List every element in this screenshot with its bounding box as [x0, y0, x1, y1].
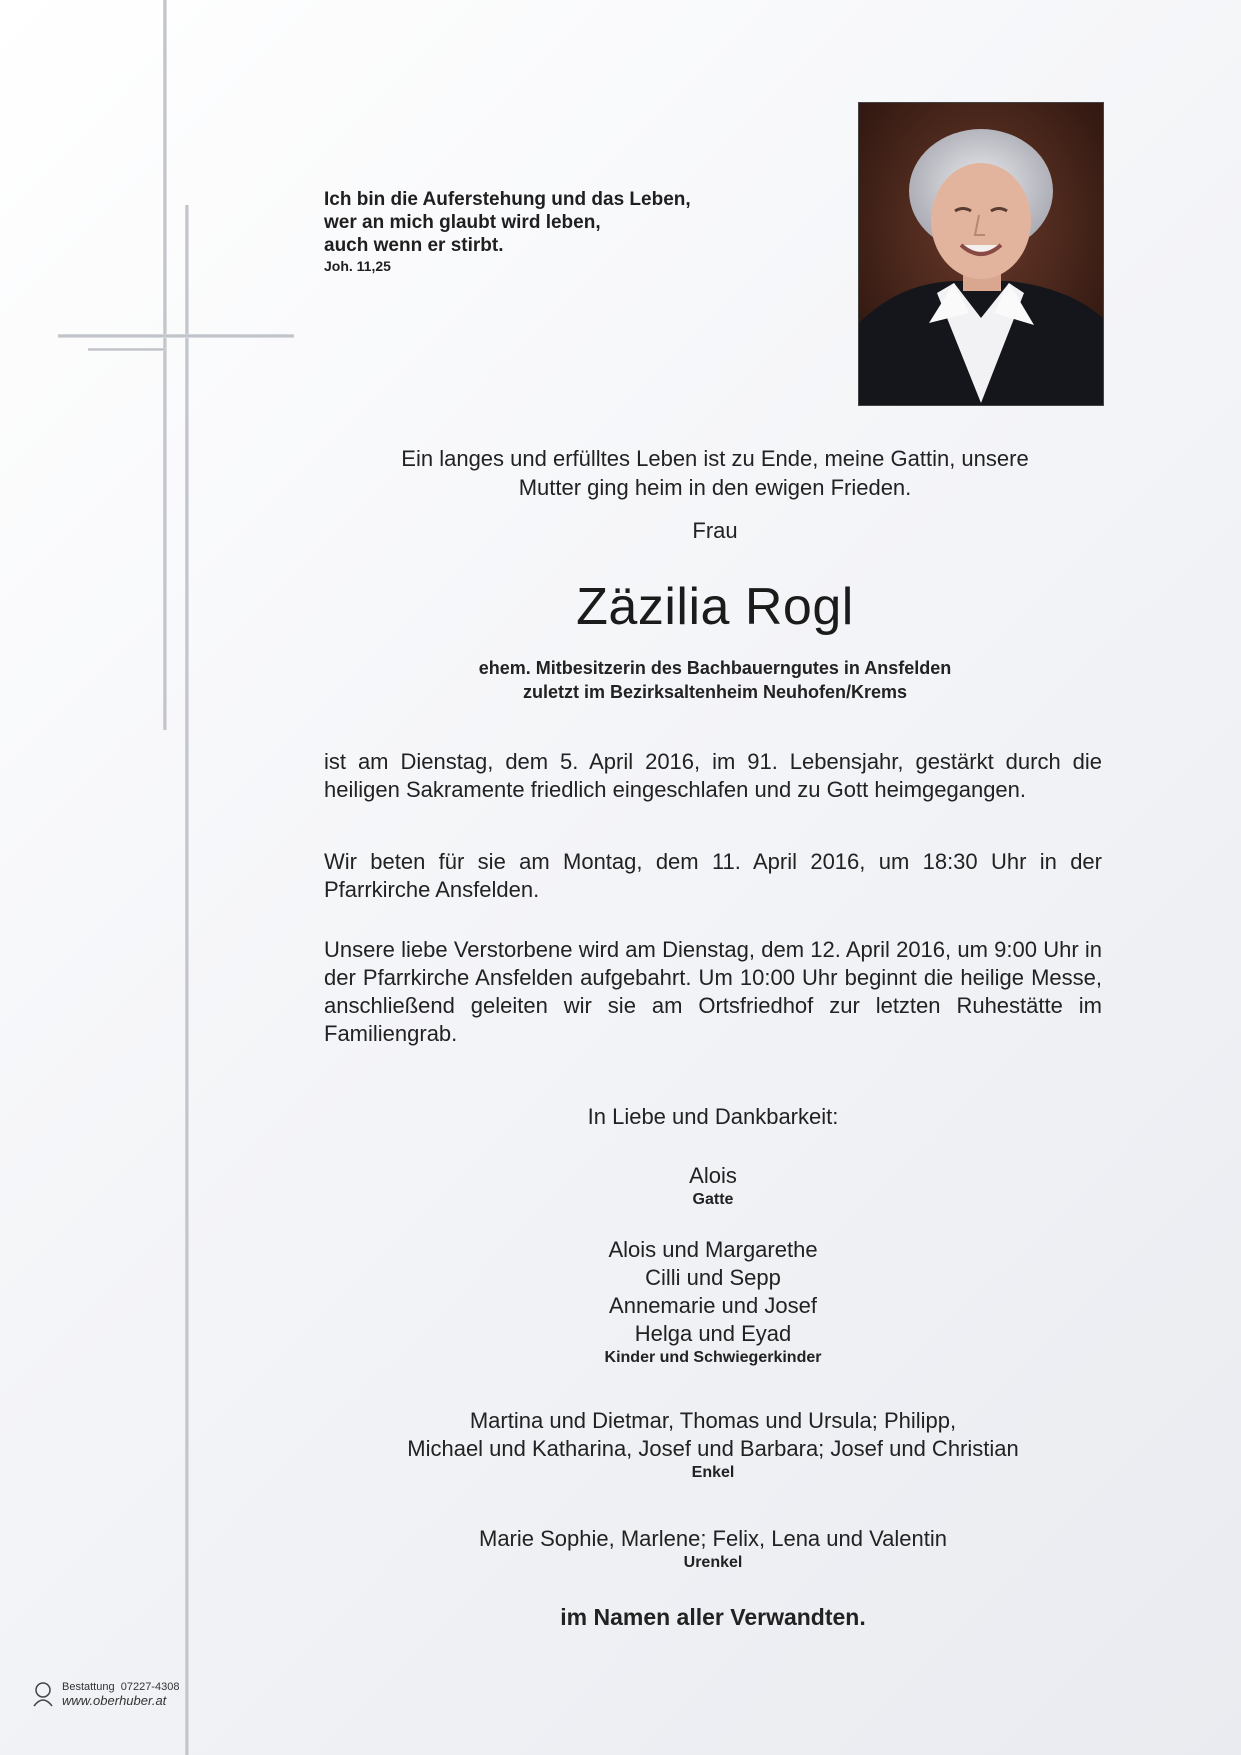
mourner-name: Martina und Dietmar, Thomas und Ursula; Philipp,: [469, 1408, 957, 1433]
mourner-role: Gatte: [692, 1191, 734, 1208]
footer-phone: 07227-4308: [120, 1680, 180, 1693]
quote-line: auch wenn er stirbt.: [324, 235, 504, 256]
portrait-photo: [858, 102, 1104, 406]
mourner-name: Annemarie und Josef: [609, 1293, 817, 1318]
mourner-name: Michael und Katharina, Josef und Barbara; Josef und Christian: [407, 1436, 1019, 1461]
bible-quote: [324, 188, 691, 275]
mourner-role: Urenkel: [683, 1554, 743, 1571]
intro-line: Ein langes und erfülltes Leben ist zu Ende, meine Gattin, unsere: [401, 446, 1029, 471]
mourner-group-grandchildren: [324, 1407, 1102, 1483]
cross-vertical-right: [185, 205, 189, 1755]
funeral-announcement: Unsere liebe Verstorbene wird am Dienstag, dem 12. April 2016, um 9:00 Uhr in der Pfarrkirche Ansfelden aufgebahrt. Um 10:00 Uhr beginnt die heilige Messe, anschließend geleiten wir sie am Ortsfriedhof zur letzten Ruhestätte im Familiengrab.: [324, 937, 1102, 1046]
deceased-name: Zäzilia Rogl: [576, 578, 854, 636]
mourner-role: Enkel: [691, 1464, 735, 1481]
mourner-group-great-grandchildren: [324, 1525, 1102, 1573]
mourner-role: Kinder und Schwiegerkinder: [604, 1349, 822, 1366]
mourner-name: Alois und Margarethe: [608, 1237, 818, 1262]
deceased-subtitle: [310, 656, 1120, 704]
mourner-name: Alois: [689, 1163, 737, 1188]
quote-line: wer an mich glaubt wird leben,: [324, 212, 601, 233]
cross-horizontal-bottom: [88, 348, 166, 351]
subtitle-line: ehem. Mitbesitzerin des Bachbauerngutes in Ansfelden: [478, 658, 952, 678]
death-announcement: ist am Dienstag, dem 5. April 2016, im 91. Lebensjahr, gestärkt durch die heiligen Sakramente friedlich eingeschlafen und zu Gott heimgegangen.: [324, 749, 1102, 802]
mourner-name: Cilli und Sepp: [645, 1265, 781, 1290]
subtitle-line: zuletzt im Bezirksaltenheim Neuhofen/Krems: [522, 682, 908, 702]
cross-horizontal-top: [58, 334, 294, 338]
mourner-name: Marie Sophie, Marlene; Felix, Lena und Valentin: [479, 1526, 947, 1551]
mourners-heading: In Liebe und Dankbarkeit:: [587, 1104, 839, 1129]
intro-line: Mutter ging heim in den ewigen Frieden.: [518, 475, 912, 500]
portrait-image: [859, 103, 1103, 405]
mourner-name: Helga und Eyad: [634, 1321, 792, 1346]
salutation: Frau: [692, 518, 738, 543]
funeral-home-logo-icon: [30, 1680, 56, 1708]
footer-url: www.oberhuber.at: [62, 1692, 167, 1708]
cross-vertical-left: [163, 0, 167, 730]
funeral-home-footer: [30, 1680, 179, 1708]
intro-text: [310, 444, 1120, 502]
closing-line: im Namen aller Verwandten.: [560, 1604, 866, 1630]
footer-company: Bestattung: [62, 1680, 115, 1693]
prayer-announcement: Wir beten für sie am Montag, dem 11. April 2016, um 18:30 Uhr in der Pfarrkirche Ansfelden.: [324, 849, 1102, 902]
quote-reference: Joh. 11,25: [324, 258, 391, 274]
quote-line: Ich bin die Auferstehung und das Leben,: [324, 189, 691, 210]
mourner-group-spouse: [324, 1162, 1102, 1210]
mourner-group-children: [324, 1236, 1102, 1368]
